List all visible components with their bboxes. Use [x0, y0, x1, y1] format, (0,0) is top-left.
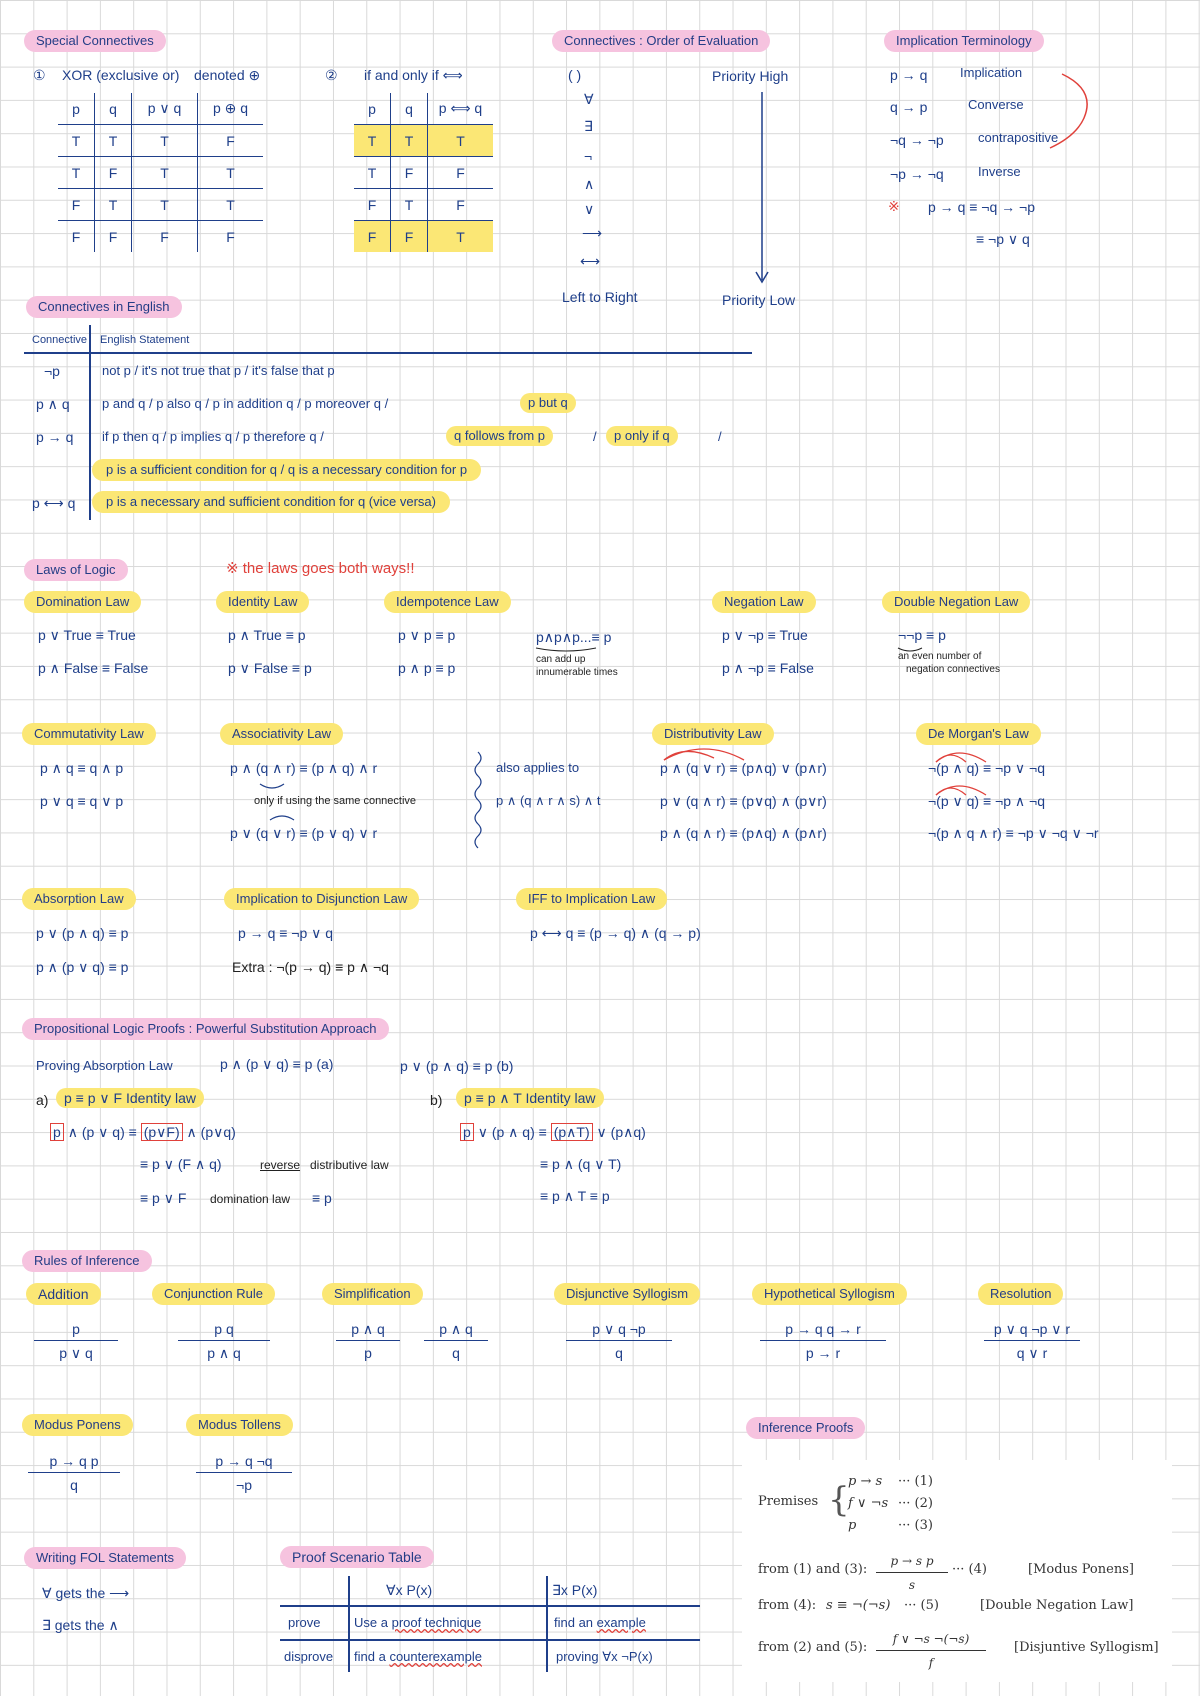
impl-name: Implication [960, 65, 1023, 80]
order-item-iff: ⟷ [580, 253, 601, 269]
hypothetical-conclusion: p → r [805, 1345, 841, 1361]
english-r2-highlight: p but q [520, 393, 576, 413]
proofs-b-step1-mid: ∨ (p ∧ q) ≡ [477, 1124, 547, 1140]
step1-top: p → s p [876, 1552, 948, 1573]
scenario-prove-forall-a: Use a [354, 1615, 388, 1630]
cell: T [428, 125, 494, 157]
converse-expr: q → p [890, 99, 928, 115]
identity-l2: p ∨ False ≡ p [228, 660, 312, 676]
order-item-or: ∨ [584, 201, 595, 217]
impl-disj-title: Implication to Disjunction Law [224, 888, 419, 910]
cell: F [391, 157, 428, 189]
proofs-a-highlight: p ≡ p ∨ F Identity law [56, 1088, 204, 1108]
step3-rule: [Disjuntive Syllogism] [1014, 1640, 1159, 1655]
associativity-also-expr: p ∧ (q ∧ r ∧ s) ∧ t [496, 793, 601, 808]
inference-title: Rules of Inference [22, 1250, 152, 1272]
modus-tollens-title: Modus Tollens [186, 1414, 293, 1436]
hypothetical-title: Hypothetical Syllogism [752, 1283, 907, 1305]
inference-proofs-title: Inference Proofs [746, 1417, 865, 1439]
priority-low-label: Priority Low [722, 292, 796, 308]
iff-h-q: q [391, 93, 428, 125]
absorption-l1: p ∨ (p ∧ q) ≡ p [36, 925, 129, 941]
simplification-premise-2: p ∧ q [424, 1320, 488, 1341]
proofs-a-step2-note: distributive law [310, 1158, 389, 1172]
step3-from: from (2) and (5): [758, 1640, 868, 1655]
xor-number: ① [33, 67, 46, 83]
impl-equivalence-1: p → q ≡ ¬q → ¬p [928, 199, 1036, 215]
cell: F [132, 221, 198, 253]
xor-label: XOR (exclusive or) [62, 67, 180, 83]
demorgan-title: De Morgan's Law [916, 723, 1041, 745]
english-r3-sep-1: / [593, 429, 597, 444]
iff-h-iff: p ⟺ q [428, 93, 494, 125]
proofs-b-step1-end: ∨ (p∧q) [596, 1124, 646, 1140]
proofs-title: Propositional Logic Proofs : Powerful Substitution Approach [22, 1018, 389, 1040]
double-negation-underbrace [898, 648, 922, 651]
premise-num-3: ··· (3) [898, 1518, 933, 1533]
cell: F [95, 221, 132, 253]
associativity-mark-2 [270, 816, 294, 820]
premise-3: p [848, 1518, 857, 1533]
step1-bot: s [908, 1578, 916, 1592]
order-item-not: ¬ [584, 148, 593, 164]
commutativity-title: Commutativity Law [22, 723, 156, 745]
premises-brace: { [828, 1480, 850, 1520]
cell: T [132, 157, 198, 189]
hypothetical-premise: p → q q → r [760, 1320, 886, 1341]
step3-top: f ∨ ¬s ¬(¬s) [876, 1630, 986, 1651]
english-r2-connective: p ∧ q [36, 396, 70, 412]
modus-ponens-title: Modus Ponens [22, 1414, 133, 1436]
impl-equivalence-2: ≡ ¬p ∨ q [976, 231, 1030, 247]
scenario-title: Proof Scenario Table [280, 1546, 434, 1568]
iff-impl-l1: p ⟷ q ≡ (p → q) ∧ (q → p) [530, 925, 701, 941]
idempotence-extra: p∧p∧p...≡ p [536, 629, 612, 645]
proofs-goal-a: p ∧ (p ∨ q) ≡ p (a) [220, 1056, 334, 1072]
addition-title: Addition [26, 1283, 101, 1305]
laws-title: Laws of Logic [24, 559, 128, 581]
associativity-mark-1 [260, 784, 284, 788]
domination-l1: p ∨ True ≡ True [38, 627, 136, 643]
xor-h-or: p ∨ q [132, 93, 198, 125]
cell: F [58, 221, 95, 253]
inverse-expr: ¬p → ¬q [890, 166, 944, 182]
associativity-brace [475, 752, 481, 848]
premise-num-2: ··· (2) [898, 1496, 933, 1511]
scenario-h-exists: ∃x P(x) [552, 1582, 598, 1598]
distributivity-title: Distributivity Law [652, 723, 774, 745]
step3-bot: f [928, 1656, 934, 1670]
double-negation-l1: ¬¬p ≡ p [898, 627, 946, 643]
xor-h-p: p [58, 93, 95, 125]
demorgan-l2: ¬(p ∨ q) ≡ ¬p ∧ ¬q [928, 793, 1045, 809]
cell: T [95, 189, 132, 221]
associativity-also: also applies to [496, 760, 580, 775]
cell: T [428, 221, 494, 253]
demorgan-arc-2 [936, 753, 986, 762]
addition-conclusion: p ∨ q [59, 1345, 93, 1361]
proofs-a-step1-end: ∧ (p∨q) [186, 1124, 236, 1140]
scenario-disprove-forall-a: find a [354, 1649, 386, 1664]
cell: T [354, 157, 391, 189]
modus-tollens-premise: p → q ¬q [196, 1452, 292, 1473]
modus-tollens-conclusion: ¬p [236, 1477, 252, 1493]
addition-premise: p [34, 1320, 118, 1341]
laws-note: ※ the laws goes both ways!! [226, 560, 415, 577]
impl-disj-l1: p → q ≡ ¬p ∨ q [238, 925, 334, 941]
proofs-b-box-p: p [460, 1123, 474, 1141]
proofs-b-label: b) [430, 1092, 443, 1108]
premise-num-1: ··· (1) [898, 1474, 933, 1489]
step2-expr: s ≡ ¬(¬s) [826, 1598, 891, 1613]
cell: T [58, 157, 95, 189]
special-connectives-title: Special Connectives [24, 30, 166, 52]
cell: F [58, 189, 95, 221]
english-r1-statement: not p / it's not true that p / it's false that p [102, 363, 335, 378]
step1-num: ··· (4) [952, 1562, 987, 1577]
idempotence-l2: p ∧ p ≡ p [398, 660, 456, 676]
domination-title: Domination Law [24, 591, 141, 613]
cell: F [428, 189, 494, 221]
proofs-a-step1-mid: ∧ (p ∨ q) ≡ [67, 1124, 137, 1140]
fol-title: Writing FOL Statements [24, 1547, 186, 1569]
proofs-a-step3-end: ≡ p [312, 1190, 332, 1206]
double-negation-title: Double Negation Law [882, 591, 1030, 613]
double-negation-note-2: negation connectives [906, 664, 1000, 675]
cell: F [95, 157, 132, 189]
english-r3-highlight-1: q follows from p [446, 426, 553, 446]
iff-h-p: p [354, 93, 391, 125]
simplification-title: Simplification [322, 1283, 423, 1305]
negation-l1: p ∨ ¬p ≡ True [722, 627, 808, 643]
identity-l1: p ∧ True ≡ p [228, 627, 306, 643]
english-r3-highlight-3: p is a sufficient condition for q / q is a necessary condition for p [92, 459, 481, 481]
absorption-l2: p ∧ (p ∨ q) ≡ p [36, 959, 129, 975]
demorgan-l3: ¬(p ∧ q ∧ r) ≡ ¬p ∨ ¬q ∨ ¬r [928, 825, 1099, 841]
order-title: Connectives : Order of Evaluation [552, 30, 770, 52]
cell: T [354, 125, 391, 157]
cell: T [132, 125, 198, 157]
english-r4-highlight: p is a necessary and sufficient condition for q (vice versa) [92, 491, 450, 513]
contrapositive-expr: ¬q → ¬p [890, 132, 944, 148]
order-item-forall: ∀ [584, 91, 594, 107]
conjunction-conclusion: p ∧ q [207, 1345, 241, 1361]
commutativity-l2: p ∨ q ≡ q ∨ p [40, 793, 124, 809]
english-title: Connectives in English [26, 296, 182, 318]
simplification-conclusion-1: p [364, 1345, 372, 1361]
order-item-exists: ∃ [584, 118, 593, 134]
xor-h-q: q [95, 93, 132, 125]
demorgan-arc-4 [936, 786, 986, 795]
step1-from: from (1) and (3): [758, 1562, 868, 1577]
iff-label: if and only if ⟺ [364, 67, 463, 83]
scenario-r-disprove: disprove [284, 1649, 334, 1664]
proofs-b-box-pt: (p∧T) [551, 1123, 593, 1141]
iff-impl-title: IFF to Implication Law [516, 888, 667, 910]
english-col-statement: English Statement [100, 334, 190, 346]
fol-forall: ∀ gets the ⟶ [42, 1585, 130, 1601]
cell: T [58, 125, 95, 157]
step2-from: from (4): [758, 1598, 817, 1613]
scenario-prove-forall-b: proof technique [391, 1615, 482, 1630]
associativity-note: only if using the same connective [254, 795, 417, 807]
xor-h-xor: p ⊕ q [198, 93, 264, 125]
modus-ponens-premise: p → q p [28, 1452, 120, 1473]
disjunctive-premise: p ∨ q ¬p [566, 1320, 672, 1341]
proofs-proving: Proving Absorption Law [36, 1058, 173, 1073]
commutativity-l1: p ∧ q ≡ q ∧ p [40, 760, 124, 776]
cell: F [354, 221, 391, 253]
associativity-l1: p ∧ (q ∧ r) ≡ (p ∧ q) ∧ r [230, 760, 378, 776]
idempotence-note-2: innumerable times [536, 667, 618, 678]
cell: T [95, 125, 132, 157]
idempotence-l1: p ∨ p ≡ p [398, 627, 456, 643]
fol-exists: ∃ gets the ∧ [42, 1617, 119, 1633]
proofs-a-box-p: p [50, 1123, 64, 1141]
distributivity-l2: p ∨ (q ∧ r) ≡ (p∨q) ∧ (p∨r) [660, 793, 827, 809]
demorgan-l1: ¬(p ∧ q) ≡ ¬p ∨ ¬q [928, 760, 1045, 776]
idempotence-underbrace [536, 648, 596, 651]
iff-number: ② [325, 67, 338, 83]
proofs-goal-b: p ∨ (p ∧ q) ≡ p (b) [400, 1058, 514, 1074]
step2-num: ··· (5) [904, 1598, 939, 1613]
english-r3-sep-2: / [718, 429, 722, 444]
implication-bracket [1050, 74, 1087, 148]
modus-ponens-conclusion: q [70, 1477, 78, 1493]
order-item-implies: ⟶ [582, 225, 603, 241]
disjunctive-title: Disjunctive Syllogism [554, 1283, 700, 1305]
proofs-b-step2: ≡ p ∧ (q ∨ T) [540, 1156, 622, 1172]
negation-title: Negation Law [712, 591, 816, 613]
order-item-parens: ( ) [568, 67, 582, 83]
english-r3-connective: p → q [36, 429, 74, 445]
idempotence-title: Idempotence Law [384, 591, 511, 613]
scenario-prove-exists-a: find an [554, 1615, 594, 1630]
proofs-a-box-pf: (p∨F) [141, 1123, 183, 1141]
cell: F [391, 221, 428, 253]
english-r2-statement: p and q / p also q / p in addition q / p moreover q / [102, 396, 389, 411]
simplification-conclusion-2: q [452, 1345, 460, 1361]
note-mark: ※ [888, 198, 900, 214]
scenario-prove-exists-b: example [596, 1615, 646, 1630]
priority-high-label: Priority High [712, 68, 789, 84]
premise-2: f ∨ ¬s [848, 1496, 889, 1511]
converse-name: Converse [968, 97, 1024, 112]
resolution-premise: p ∨ q ¬p ∨ r [984, 1320, 1080, 1341]
english-r4-connective: p ⟷ q [32, 495, 76, 511]
english-r3-highlight-2: p only if q [606, 426, 678, 446]
conjunction-premise: p q [178, 1320, 270, 1341]
proofs-b-step3: ≡ p ∧ T ≡ p [540, 1188, 610, 1204]
associativity-title: Associativity Law [220, 723, 343, 745]
disjunctive-conclusion: q [615, 1345, 623, 1361]
resolution-conclusion: q ∨ r [1016, 1345, 1048, 1361]
double-negation-note-1: an even number of [898, 651, 982, 662]
proofs-a-step3: ≡ p ∨ F [140, 1190, 187, 1206]
proofs-a-step2: ≡ p ∨ (F ∧ q) [140, 1156, 222, 1172]
distributivity-l1: p ∧ (q ∨ r) ≡ (p∧q) ∨ (p∧r) [660, 760, 827, 776]
cell: T [391, 189, 428, 221]
simplification-premise-1: p ∧ q [336, 1320, 400, 1341]
english-r1-connective: ¬p [44, 363, 60, 379]
cell: T [198, 189, 264, 221]
idempotence-note-1: can add up [536, 654, 586, 665]
premise-1: p → s [848, 1474, 883, 1489]
cell: T [198, 157, 264, 189]
scenario-r-prove: prove [288, 1615, 321, 1630]
domination-l2: p ∧ False ≡ False [38, 660, 149, 676]
absorption-title: Absorption Law [22, 888, 136, 910]
cell: F [354, 189, 391, 221]
distributivity-l3: p ∧ (q ∧ r) ≡ (p∧q) ∧ (p∧r) [660, 825, 827, 841]
scenario-disprove-forall-b: counterexample [389, 1649, 482, 1664]
conjunction-title: Conjunction Rule [152, 1283, 275, 1305]
step1-rule: [Modus Ponens] [1028, 1562, 1134, 1577]
scenario-disprove-exists: proving ∀x ¬P(x) [556, 1649, 653, 1664]
proofs-a-reverse: reverse [260, 1158, 301, 1172]
implication-title: Implication Terminology [884, 30, 1044, 52]
english-r3-statement: if p then q / p implies q / p therefore q / [102, 429, 324, 444]
cell: F [428, 157, 494, 189]
scenario-h-forall: ∀x P(x) [386, 1582, 433, 1598]
cell: F [226, 228, 235, 245]
proofs-b-highlight: p ≡ p ∧ T Identity law [456, 1088, 604, 1108]
english-col-connective: Connective [32, 334, 88, 346]
resolution-title: Resolution [978, 1283, 1063, 1305]
step2-rule: [Double Negation Law] [980, 1598, 1134, 1613]
left-to-right-label: Left to Right [562, 289, 638, 305]
cell: T [391, 125, 428, 157]
proofs-a-step3-note: domination law [210, 1192, 291, 1206]
cell: F [198, 125, 264, 157]
premises-label: Premises [758, 1494, 819, 1509]
proofs-a-label: a) [36, 1092, 49, 1108]
inverse-name: Inverse [978, 164, 1021, 179]
identity-title: Identity Law [216, 591, 309, 613]
contrapositive-name: contrapositive [978, 130, 1059, 145]
negation-l2: p ∧ ¬p ≡ False [722, 660, 814, 676]
impl-disj-l2: Extra : ¬(p → q) ≡ p ∧ ¬q [232, 959, 389, 975]
impl-expr: p → q [890, 67, 928, 83]
cell: T [132, 189, 198, 221]
xor-denoted: denoted ⊕ [194, 67, 261, 83]
order-item-and: ∧ [584, 176, 595, 192]
associativity-l2: p ∨ (q ∨ r) ≡ (p ∨ q) ∨ r [230, 825, 378, 841]
